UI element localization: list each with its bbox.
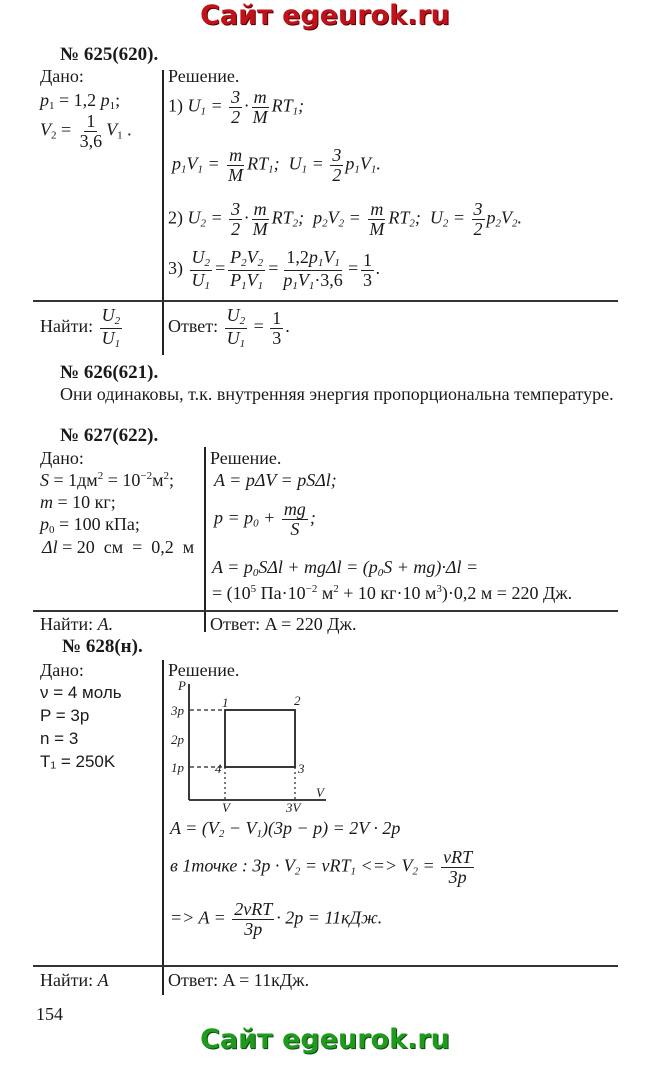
find-line: Найти: $\frac{U_2}{U_1}$ [40, 305, 121, 350]
divider [33, 610, 618, 612]
svg-text:2: 2 [294, 693, 301, 708]
given-line: $p_1 = 1,2$ $p_1$; [40, 90, 121, 112]
answer-line: Ответ: $\frac{U_2}{U_1}$ = $\frac{1}{3}$ . [168, 305, 290, 350]
svg-text:1: 1 [222, 695, 229, 710]
solution-line: $A = (V_2 - V_1)(3p - p) = 2V \cdot 2p$ [170, 818, 401, 840]
divider [162, 70, 164, 355]
find-value: A. [97, 614, 114, 634]
solution-line: 2) $U_2$ = $\frac{3}{2}$ · $\frac{m}{M}$ $RT_2$; $p_2V_2$ = $\frac{m}{M}$ $RT_2$; $U_2$ = $\frac{3}{2}$ $p_2V_2$. [168, 199, 522, 239]
answer-label: Ответ: [168, 316, 219, 337]
page-number: 154 [36, 1004, 63, 1024]
solution-label: Решение. [168, 66, 240, 86]
y-axis-label: P [178, 678, 186, 693]
svg-text:3V: 3V [286, 800, 301, 815]
find-line [40, 970, 109, 991]
solution-line: в 1точке : $3p \cdot V_2 = \nu RT_1$ <=> $V_2$ = $\frac{\text{νRT}}{3p}$ [170, 847, 473, 887]
given-line: $V_2$ = $\frac{1}{3,6}$ $V_1$ . [40, 111, 132, 151]
find-line [40, 614, 113, 635]
given-line: T₁ = 250K [40, 752, 116, 771]
solution-line: => A = $\frac{\text{2νRT}}{3p}$ · 2p = 11кДж. [170, 899, 383, 939]
divider [33, 965, 618, 967]
answer-line [210, 614, 357, 635]
divider [204, 447, 206, 632]
solution-line: 1) $U_1$ = $\frac{3}{2}$ · $\frac{m}{M}$ $RT_1$; [168, 87, 305, 127]
solution-line: $A = p_0S\Delta l + mg\Delta l = (p_0S + mg)\cdot\Delta l$ = [212, 557, 479, 579]
answer-line [168, 970, 309, 991]
svg-text:2p: 2p [171, 732, 184, 747]
find-label: Найти: [40, 316, 94, 337]
svg-text:V: V [222, 800, 230, 815]
find-value: A [97, 970, 109, 990]
given-label: Дано: [40, 66, 84, 86]
problem-626-text: Они одинаковы, т.к. внутренняя энергия пропорциональна температуре. [60, 384, 614, 404]
answer-label: Ответ: [168, 970, 219, 990]
given-line: ν = 4 моль [40, 683, 122, 702]
divider [33, 300, 618, 302]
x-axis-label: V [316, 785, 324, 800]
given-line: n = 3 [40, 729, 79, 748]
svg-text:3: 3 [298, 761, 305, 776]
svg-text:1p: 1p [171, 760, 184, 775]
given-line: $S = 1дм^2 = 10^{-2}м^2$; [40, 470, 174, 490]
solution-label: Решение. [210, 448, 282, 468]
answer-value: A = 220 Дж. [264, 614, 357, 634]
given-line: m = 10 кг; [40, 492, 116, 512]
given-line: $p_0 = 100$ кПа; [40, 514, 140, 536]
given-label: Дано: [40, 660, 84, 680]
problem-626-number: № 626(621). [60, 362, 159, 383]
find-label: Найти: [40, 614, 94, 634]
problem-628-number: № 628(н). [62, 636, 143, 657]
solution-line: A = pΔV = pSΔl; [214, 470, 337, 490]
problem-627-number: № 627(622). [60, 425, 159, 446]
solution-line: = ($10^5$ $Па\cdot 10^{-2}$ $м^2 + 10$ кг·10 $м^3)\cdot 0,2$ м = 220 Дж. [212, 583, 573, 603]
svg-text:3p: 3p [171, 703, 184, 718]
solution-line: $p_1V_1$ = $\frac{m}{M}$ $RT_1$; $U_1$ = $\frac{3}{2}$ $p_1V_1$. [172, 145, 381, 185]
answer-value: A = 11кДж. [222, 970, 310, 990]
answer-label: Ответ: [210, 614, 261, 634]
problem-625-number: № 625(620). [60, 44, 159, 65]
given-line: Δl = 20 см = 0,2 м [42, 537, 195, 557]
svg-text:4: 4 [215, 761, 222, 776]
solution-line: 3) $\frac{U_2}{U_1}$ = $\frac{P_2V_2}{P_1V_1}$ = $\frac{1,2p_1V_1}{p_1V_1\cdot 3,6}$ = $\frac{1}{3}$ . [168, 247, 381, 292]
header-watermark: Сайт egeurok.ru [200, 0, 450, 31]
footer-watermark: Сайт egeurok.ru [200, 1024, 450, 1055]
given-line: P = 3p [40, 706, 90, 725]
solution-line: $p = p_0$ + $\frac{mg}{S}$ ; [214, 499, 316, 539]
find-label: Найти: [40, 970, 94, 990]
pv-diagram [160, 676, 340, 816]
solution-label: Решение. [168, 660, 240, 680]
given-label: Дано: [40, 448, 84, 468]
